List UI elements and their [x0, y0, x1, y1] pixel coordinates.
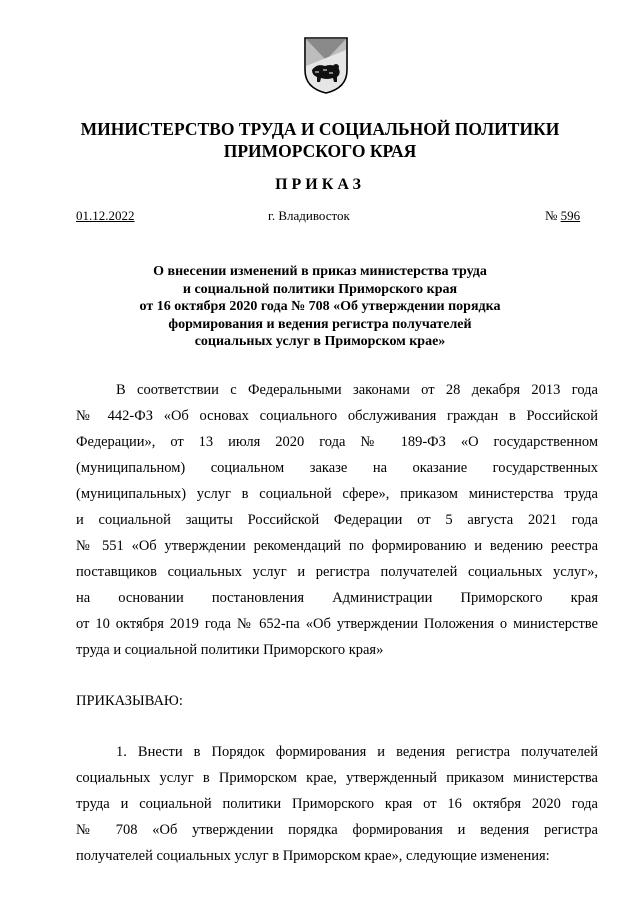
- preamble-line: Федерации», от 13 июля 2020 года № 189-ФЗ «О государственном: [76, 434, 598, 450]
- primorsky-coat-of-arms-icon: [303, 36, 349, 94]
- item1-line: социальных услуг в Приморском крае, утвержденный приказом министерства: [76, 770, 598, 786]
- preamble-line: на основании постановления Администрации Приморского края: [76, 590, 598, 606]
- preamble-line: В соответствии с Федеральными законами от 28 декабря 2013 года: [116, 382, 598, 398]
- preamble-line: (муниципальных) услуг в социальной сфере», приказом министерства труда: [76, 486, 598, 502]
- ministry-name-line2: ПРИМОРСКОГО КРАЯ: [223, 141, 417, 161]
- preamble-line: от 10 октября 2019 года № 652-па «Об утверждении Положения о министерстве: [76, 616, 598, 632]
- order-number: [545, 208, 580, 224]
- ministry-name-line1: МИНИСТЕРСТВО ТРУДА И СОЦИАЛЬНОЙ ПОЛИТИКИ: [80, 119, 560, 139]
- document-type: ПРИКАЗ: [275, 176, 365, 193]
- preamble-line: поставщиков социальных услуг и регистра получателей социальных услуг»,: [76, 564, 598, 580]
- subject-line: и социальной политики Приморского края: [182, 281, 458, 297]
- preamble-line: № 442-ФЗ «Об основах социального обслуживания граждан в Российской: [76, 408, 598, 424]
- preamble-line: № 551 «Об утверждении рекомендаций по формированию и ведению реестра: [76, 538, 598, 554]
- item1-line: 1. Внести в Порядок формирования и ведения регистра получателей: [116, 744, 598, 760]
- subject-line: формирования и ведения регистра получателей: [168, 316, 472, 332]
- preamble-line: (муниципальном) социальном заказе на оказание государственных: [76, 460, 598, 476]
- order-number-value: 596: [560, 208, 581, 223]
- order-number-prefix: №: [545, 208, 558, 223]
- item1-line: № 708 «Об утверждении порядка формирования и ведения регистра: [76, 822, 598, 838]
- order-word: ПРИКАЗЫВАЮ:: [76, 693, 183, 709]
- item1-line: труда и социальной политики Приморского края от 16 октября 2020 года: [76, 796, 598, 812]
- preamble-line: труда и социальной политики Приморского края»: [76, 642, 384, 658]
- subject-line: социальных услуг в Приморском крае»: [194, 334, 446, 349]
- order-date: 01.12.2022: [76, 208, 135, 223]
- item1-line: получателей социальных услуг в Приморском крае», следующие изменения:: [76, 848, 550, 864]
- subject-line: О внесении изменений в приказ министерства труда: [153, 264, 487, 279]
- order-city: г. Владивосток: [268, 208, 350, 223]
- subject-line: от 16 октября 2020 года № 708 «Об утверждении порядка: [139, 299, 501, 314]
- preamble-line: и социальной защиты Российской Федерации от 5 августа 2021 года: [76, 512, 598, 528]
